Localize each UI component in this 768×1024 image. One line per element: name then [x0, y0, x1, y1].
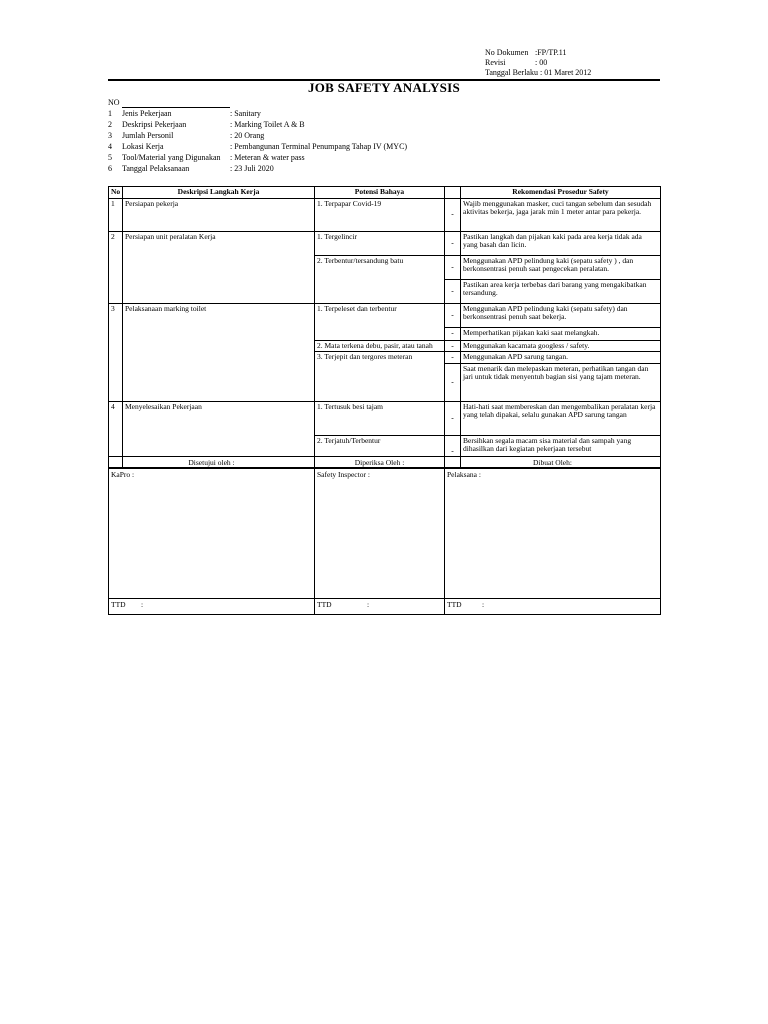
dash-marker: - [445, 255, 461, 279]
dash-marker: - [445, 303, 461, 327]
rekomendasi: Menggunakan kacamata googless / safety. [461, 340, 661, 352]
info-label: Deskripsi Pekerjaan [122, 120, 187, 129]
rekomendasi: Menggunakan APD sarung tangan. [461, 352, 661, 364]
ttd-kapro [109, 599, 315, 615]
ttd-label: TTD [111, 600, 126, 609]
dash-marker: - [445, 198, 461, 231]
info-value: : Sanitary [230, 109, 261, 118]
no-label: NO [108, 98, 120, 107]
revisi-label: Revisi [485, 58, 506, 67]
info-item [108, 152, 407, 163]
no-dokumen-value: :FP/TP.11 [535, 48, 567, 57]
header-langkah: Deskripsi Langkah Kerja [123, 187, 315, 199]
header-dash-col [445, 187, 461, 199]
info-number: 4 [108, 142, 112, 151]
info-item [108, 130, 407, 141]
jsa-table [108, 186, 661, 468]
table-row [109, 401, 661, 435]
rekomendasi: Memperhatikan pijakan kaki saat melangkah. [461, 327, 661, 340]
info-value: : Marking Toilet A & B [230, 120, 305, 129]
info-label: Tanggal Pelaksanaan [122, 164, 190, 173]
dash-marker: - [445, 363, 461, 401]
potensi-bahaya: 2. Terjatuh/Terbentur [315, 435, 445, 467]
info-number: 3 [108, 131, 112, 140]
header-no: No [109, 187, 123, 199]
info-value: : Meteran & water pass [230, 153, 305, 162]
signature-table [108, 456, 661, 615]
signature-box-row [109, 469, 661, 599]
diperiksa-label: Diperiksa Oleh : [315, 457, 445, 469]
dash-marker: - [445, 279, 461, 303]
table-header-row [109, 187, 661, 199]
ttd-inspector [315, 599, 445, 615]
table-row [109, 303, 661, 327]
rekomendasi: Hati-hati saat membereskan dan mengembalikan peralatan kerja yang telah dipakai, selalu gunakan APD sarung tangan [461, 401, 661, 435]
info-item [108, 163, 407, 174]
inspector-signature-box [315, 469, 445, 599]
row-number: 1 [109, 198, 123, 231]
info-number: 5 [108, 153, 112, 162]
dash-marker: - [445, 401, 461, 435]
signature-header-row [109, 457, 661, 469]
dibuat-label: Dibuat Oleh: [445, 457, 661, 469]
document-info [485, 48, 591, 78]
info-label: Lokasi Kerja [122, 142, 164, 151]
dash-marker: - [445, 231, 461, 255]
pelaksana-label: Pelaksana : [447, 470, 481, 479]
info-number: 1 [108, 109, 112, 118]
rekomendasi: Bersihkan segala macam sisa material dan sampah yang dihasilkan dari kegiatan pekerjaan tersebut [461, 435, 661, 467]
table-row [109, 198, 661, 231]
rekomendasi: Menggunakan APD pelindung kaki (sepatu safety) dan berkonsentrasi penuh saat bekerja. [461, 303, 661, 327]
info-item [108, 119, 407, 130]
rekomendasi: Pastikan area kerja terbebas dari barang yang mengakibatkan tersandung. [461, 279, 661, 303]
no-dokumen-label: No Dokumen [485, 48, 529, 57]
info-value: : Pembangunan Terminal Penumpang Tahap IV (MYC) [230, 142, 408, 151]
rekomendasi: Wajib menggunakan masker, cuci tangan sebelum dan sesudah aktivitas bekerja, jaga jarak min 1 meter antar para pekerja. [461, 198, 661, 231]
info-value: : 20 Orang [230, 131, 265, 140]
rekomendasi: Pastikan langkah dan pijakan kaki pada area kerja tidak ada yang basah dan licin. [461, 231, 661, 255]
page-title: JOB SAFETY ANALYSIS [307, 80, 461, 95]
potensi-bahaya: 1. Terpeleset dan terbentur [315, 303, 445, 340]
info-item [108, 108, 407, 119]
row-number: 4 [109, 401, 123, 467]
potensi-bahaya: 1. Tergelincir [315, 231, 445, 255]
langkah-kerja: Menyelesaikan Pekerjaan [123, 401, 315, 467]
rekomendasi: Saat menarik dan melepaskan meteran, perhatikan tangan dan jari untuk tidak menyentuh bagian sisi yang tajam meteran. [461, 363, 661, 401]
ttd-label: TTD [317, 600, 332, 609]
langkah-kerja: Persiapan pekerja [123, 198, 315, 231]
info-label: Tool/Material yang Digunakan [122, 153, 221, 162]
ttd-label: TTD [447, 600, 462, 609]
row-number: 2 [109, 231, 123, 303]
langkah-kerja: Pelaksanaan marking toilet [123, 303, 315, 401]
potensi-bahaya: 2. Mata terkena debu, pasir, atau tanah [315, 340, 445, 352]
info-label: Jenis Pekerjaan [122, 109, 172, 118]
ttd-row [109, 599, 661, 615]
potensi-bahaya: 1. Tertusuk besi tajam [315, 401, 445, 435]
tanggal-berlaku: Tanggal Berlaku : 01 Maret 2012 [485, 68, 592, 77]
header-bahaya: Potensi Bahaya [315, 187, 445, 199]
inspector-label: Safety Inspector : [317, 470, 370, 479]
header-rekomendasi: Rekomendasi Prosedur Safety [461, 187, 661, 199]
dash-marker: - [445, 435, 461, 467]
potensi-bahaya: 1. Terpapar Covid-19 [315, 198, 445, 231]
table-row [109, 231, 661, 255]
revisi-value: : 00 [535, 58, 548, 67]
kapro-label: KaPro : [111, 470, 135, 479]
info-number: 6 [108, 164, 112, 173]
job-info [108, 97, 407, 174]
pelaksana-signature-box [445, 469, 661, 599]
ttd-colon: : [482, 600, 485, 609]
langkah-kerja: Persiapan unit peralatan Kerja [123, 231, 315, 303]
info-value: : 23 Juli 2020 [230, 164, 274, 173]
ttd-pelaksana [445, 599, 661, 615]
info-item [108, 141, 407, 152]
dash-marker: - [445, 352, 461, 364]
disetujui-label: Disetujui oleh : [109, 457, 315, 469]
dash-marker: - [445, 327, 461, 340]
potensi-bahaya: 3. Terjepit dan tergores meteran [315, 352, 445, 402]
no-blank-line [122, 99, 230, 108]
dash-marker: - [445, 340, 461, 352]
ttd-colon: : [141, 600, 144, 609]
potensi-bahaya: 2. Terbentur/tersandung batu [315, 255, 445, 303]
row-number: 3 [109, 303, 123, 401]
info-number: 2 [108, 120, 112, 129]
rekomendasi: Menggunakan APD pelindung kaki (sepatu safety ) , dan berkonsentrasi penuh saat pengecekan peralatan. [461, 255, 661, 279]
info-label: Jumlah Personil [122, 131, 174, 140]
kapro-signature-box [109, 469, 315, 599]
ttd-colon: : [367, 600, 370, 609]
